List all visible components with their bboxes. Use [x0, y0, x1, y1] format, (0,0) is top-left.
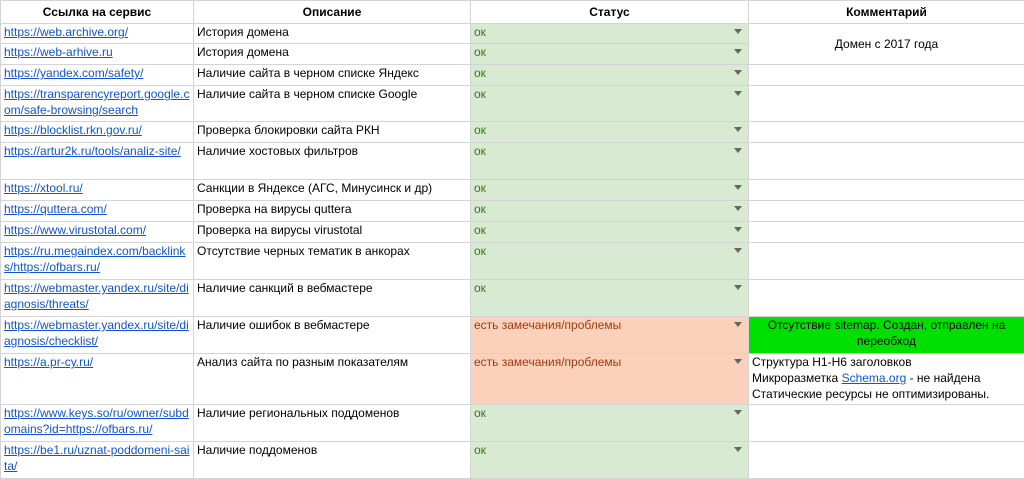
- status-value: ок: [474, 202, 486, 216]
- table-row: [1, 180, 1024, 201]
- link-cell[interactable]: [1, 222, 194, 243]
- status-value: есть замечания/проблемы: [474, 318, 621, 332]
- comment-cell[interactable]: [749, 143, 1024, 180]
- link-cell[interactable]: [1, 405, 194, 442]
- status-value: ок: [474, 244, 486, 258]
- service-link[interactable]: https://web.archive.org/: [4, 25, 128, 39]
- description-cell[interactable]: Наличие региональных поддоменов: [194, 405, 471, 442]
- dropdown-arrow-icon[interactable]: [734, 410, 742, 415]
- link-cell[interactable]: [1, 243, 194, 280]
- table-row: [1, 354, 1024, 405]
- table-row: [1, 65, 1024, 86]
- dropdown-arrow-icon[interactable]: [734, 70, 742, 75]
- description-cell[interactable]: Проверка на вирусы virustotal: [194, 222, 471, 243]
- description-cell[interactable]: Отсутствие черных тематик в анкорах: [194, 243, 471, 280]
- status-value: ок: [474, 181, 486, 195]
- description-cell[interactable]: Анализ сайта по разным показателям: [194, 354, 471, 405]
- link-cell[interactable]: [1, 442, 194, 479]
- link-cell[interactable]: [1, 201, 194, 222]
- dropdown-arrow-icon[interactable]: [734, 49, 742, 54]
- status-dropdown[interactable]: [471, 201, 749, 222]
- service-link[interactable]: https://webmaster.yandex.ru/site/diagnosis/checklist/: [4, 318, 189, 348]
- service-link[interactable]: https://ru.megaindex.com/backlinks/https://ofbars.ru/: [4, 244, 185, 274]
- comment-text: Микроразметка: [752, 371, 842, 385]
- dropdown-arrow-icon[interactable]: [734, 359, 742, 364]
- comment-cell[interactable]: [749, 201, 1024, 222]
- comment-cell[interactable]: [749, 180, 1024, 201]
- service-link[interactable]: https://www.virustotal.com/: [4, 223, 146, 237]
- status-dropdown[interactable]: [471, 143, 749, 180]
- status-dropdown[interactable]: [471, 24, 749, 44]
- service-link[interactable]: https://www.keys.so/ru/owner/subdomains?id=https://ofbars.ru/: [4, 406, 189, 436]
- table-row: [1, 201, 1024, 222]
- link-cell[interactable]: [1, 354, 194, 405]
- description-cell[interactable]: Проверка блокировки сайта РКН: [194, 122, 471, 143]
- status-dropdown[interactable]: [471, 354, 749, 405]
- table-row: [1, 442, 1024, 479]
- status-value: ок: [474, 281, 486, 295]
- status-value: ок: [474, 66, 486, 80]
- comment-cell[interactable]: [749, 442, 1024, 479]
- link-cell[interactable]: [1, 143, 194, 180]
- service-link[interactable]: https://quttera.com/: [4, 202, 107, 216]
- comment-text: - не найдена: [906, 371, 980, 385]
- dropdown-arrow-icon[interactable]: [734, 248, 742, 253]
- comment-line: Статические ресурсы не оптимизированы.: [752, 386, 1021, 402]
- comment-cell[interactable]: [749, 354, 1024, 405]
- dropdown-arrow-icon[interactable]: [734, 206, 742, 211]
- status-dropdown[interactable]: [471, 122, 749, 143]
- schema-link[interactable]: Schema.org: [842, 371, 907, 385]
- service-link[interactable]: https://blocklist.rkn.gov.ru/: [4, 123, 142, 137]
- description-cell[interactable]: Наличие хостовых фильтров: [194, 143, 471, 180]
- link-cell[interactable]: [1, 317, 194, 354]
- status-dropdown[interactable]: [471, 442, 749, 479]
- table-row: [1, 86, 1024, 122]
- status-dropdown[interactable]: [471, 44, 749, 65]
- status-dropdown[interactable]: [471, 243, 749, 280]
- status-value: ок: [474, 45, 486, 59]
- status-value: ок: [474, 406, 486, 420]
- dropdown-arrow-icon[interactable]: [734, 91, 742, 96]
- service-link[interactable]: https://webmaster.yandex.ru/site/diagnosis/threats/: [4, 281, 189, 311]
- status-dropdown[interactable]: [471, 180, 749, 201]
- status-dropdown[interactable]: [471, 405, 749, 442]
- status-value: ок: [474, 123, 486, 137]
- service-link[interactable]: https://be1.ru/uznat-poddomeni-saita/: [4, 443, 189, 473]
- service-link[interactable]: https://yandex.com/safety/: [4, 66, 143, 80]
- description-cell[interactable]: Наличие поддоменов: [194, 442, 471, 479]
- comment-cell[interactable]: [749, 86, 1024, 122]
- link-cell[interactable]: [1, 280, 194, 317]
- description-cell[interactable]: История домена: [194, 24, 471, 44]
- status-value: ок: [474, 443, 486, 457]
- comment-cell[interactable]: [749, 122, 1024, 143]
- service-link[interactable]: https://xtool.ru/: [4, 181, 83, 195]
- header-comment[interactable]: Комментарий: [749, 1, 1024, 24]
- comment-cell[interactable]: [749, 65, 1024, 86]
- status-value: ок: [474, 223, 486, 237]
- dropdown-arrow-icon[interactable]: [734, 127, 742, 132]
- status-dropdown[interactable]: [471, 222, 749, 243]
- status-value: ок: [474, 87, 486, 101]
- comment-cell[interactable]: [749, 405, 1024, 442]
- status-dropdown[interactable]: [471, 65, 749, 86]
- header-status[interactable]: Статус: [471, 1, 749, 24]
- service-link[interactable]: https://transparencyreport.google.com/safe-browsing/search: [4, 87, 189, 117]
- comment-line: Структура H1-H6 заголовков: [752, 354, 1021, 370]
- table-row: [1, 122, 1024, 143]
- header-row: [1, 1, 1024, 24]
- dropdown-arrow-icon[interactable]: [734, 185, 742, 190]
- link-cell[interactable]: [1, 180, 194, 201]
- link-cell[interactable]: [1, 86, 194, 122]
- comment-cell[interactable]: Отсутствие sitemap. Создан, отправлен на переобход: [749, 317, 1024, 354]
- header-description[interactable]: Описание: [194, 1, 471, 24]
- description-cell[interactable]: Проверка на вирусы quttera: [194, 201, 471, 222]
- status-dropdown[interactable]: [471, 317, 749, 354]
- description-cell[interactable]: Санкции в Яндексе (АГС, Минусинск и др): [194, 180, 471, 201]
- comment-cell[interactable]: [749, 243, 1024, 280]
- table-row: [1, 405, 1024, 442]
- description-cell[interactable]: Наличие сайта в черном списке Google: [194, 86, 471, 122]
- dropdown-arrow-icon[interactable]: [734, 227, 742, 232]
- status-dropdown[interactable]: [471, 280, 749, 317]
- status-value: есть замечания/проблемы: [474, 355, 621, 369]
- comment-cell[interactable]: [749, 280, 1024, 317]
- table-row: [1, 222, 1024, 243]
- description-cell[interactable]: Наличие сайта в черном списке Яндекс: [194, 65, 471, 86]
- table-row: [1, 243, 1024, 280]
- comment-cell[interactable]: Домен с 2017 года: [749, 24, 1024, 65]
- table-row: [1, 24, 1024, 44]
- service-link[interactable]: https://web-arhive.ru: [4, 45, 113, 59]
- dropdown-arrow-icon[interactable]: [734, 447, 742, 452]
- description-cell[interactable]: Наличие санкций в вебмастере: [194, 280, 471, 317]
- dropdown-arrow-icon[interactable]: [734, 148, 742, 153]
- status-value: ок: [474, 25, 486, 39]
- dropdown-arrow-icon[interactable]: [734, 29, 742, 34]
- service-link[interactable]: https://a.pr-cy.ru/: [4, 355, 93, 369]
- status-value: ок: [474, 144, 486, 158]
- header-link[interactable]: Ссылка на сервис: [1, 1, 194, 24]
- table-row: [1, 317, 1024, 354]
- link-cell[interactable]: [1, 44, 194, 65]
- table-row: [1, 143, 1024, 180]
- status-dropdown[interactable]: [471, 86, 749, 122]
- link-cell[interactable]: [1, 24, 194, 44]
- service-link[interactable]: https://artur2k.ru/tools/analiz-site/: [4, 144, 181, 158]
- link-cell[interactable]: [1, 122, 194, 143]
- comment-cell[interactable]: [749, 222, 1024, 243]
- dropdown-arrow-icon[interactable]: [734, 322, 742, 327]
- comment-line: [752, 370, 1021, 386]
- table-row: [1, 280, 1024, 317]
- link-cell[interactable]: [1, 65, 194, 86]
- dropdown-arrow-icon[interactable]: [734, 285, 742, 290]
- description-cell[interactable]: История домена: [194, 44, 471, 65]
- description-cell[interactable]: Наличие ошибок в вебмастере: [194, 317, 471, 354]
